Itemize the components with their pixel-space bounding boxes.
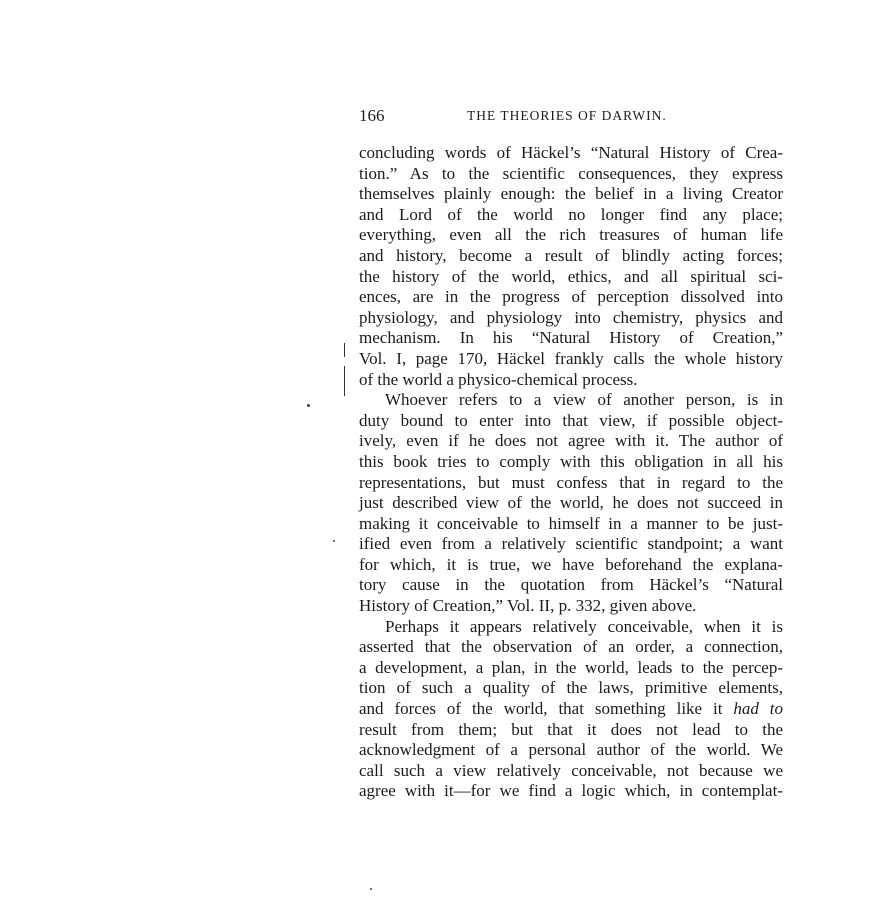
text-line: Vol. I, page 170, Häckel frankly calls the whole history	[359, 348, 783, 368]
text-line: and Lord of the world no longer find any place;	[359, 204, 783, 224]
text-line: concluding words of Häckel’s “Natural History of Crea-	[359, 143, 783, 162]
text-line: agree with it—for we find a logic which, in contemplat-	[359, 781, 783, 801]
paragraph-first-line: Whoever refers to a view of another person, is in	[385, 390, 783, 410]
text-line: tion.” As to the scientific consequences, they express	[359, 163, 783, 183]
text-line: mechanism. In his “Natural History of Creation,”	[359, 328, 783, 348]
text-line: of the world a physico-chemical process.	[359, 369, 638, 389]
text-line: History of Creation,” Vol. II, p. 332, given above.	[359, 596, 697, 616]
running-title: THE THEORIES OF DARWIN.	[467, 108, 667, 123]
italic-emphasis: had to	[733, 699, 784, 719]
text-line: call such a view relatively conceivable, not because we	[359, 760, 783, 780]
text-line: making it conceivable to himself in a manner to be just-	[359, 513, 783, 533]
text-line: acknowledgment of a personal author of the world. We	[359, 740, 783, 760]
text-line: duty bound to enter into that view, if possible object-	[359, 410, 783, 430]
text-line: just described view of the world, he does not succeed in	[359, 493, 783, 513]
text-line: ified even from a relatively scientific standpoint; a want	[359, 534, 783, 554]
margin-scan-dot	[307, 404, 310, 407]
text-line: ences, are in the progress of perception dissolved into	[359, 287, 783, 307]
text-line: tion of such a quality of the laws, primitive elements,	[359, 678, 783, 698]
margin-scan-mark	[344, 366, 345, 396]
margin-scan-mark	[344, 343, 345, 357]
page-header	[359, 104, 783, 128]
text-line: asserted that the observation of an order, a connection,	[359, 637, 783, 657]
text-line	[359, 699, 783, 720]
text-line: the history of the world, ethics, and all spiritual sci-	[359, 266, 783, 286]
paragraph-first-line: Perhaps it appears relatively conceivable, when it is	[385, 616, 783, 636]
page-number: 166	[359, 106, 385, 125]
text-line: physiology, and physiology into chemistry, physics and	[359, 307, 783, 327]
text-line: for which, it is true, we have beforehand the explana-	[359, 554, 783, 574]
margin-scan-dot	[333, 540, 335, 542]
text-line: representations, but must confess that in regard to the	[359, 472, 783, 492]
text-line: this book tries to comply with this obligation in all his	[359, 451, 783, 471]
text-line: tory cause in the quotation from Häckel’s “Natural	[359, 575, 783, 595]
body-text	[359, 143, 783, 802]
text-line: themselves plainly enough: the belief in a living Creator	[359, 184, 783, 204]
text-line: ively, even if he does not agree with it. The author of	[359, 431, 783, 451]
text-line: result from them; but that it does not lead to the	[359, 719, 783, 739]
text-line: and history, become a result of blindly acting forces;	[359, 245, 783, 265]
text-segment: and forces of the world, that something like it	[359, 699, 723, 719]
text-line: everything, even all the rich treasures of human life	[359, 225, 783, 245]
margin-scan-dot	[370, 888, 372, 890]
text-line: a development, a plan, in the world, leads to the percep-	[359, 657, 783, 677]
